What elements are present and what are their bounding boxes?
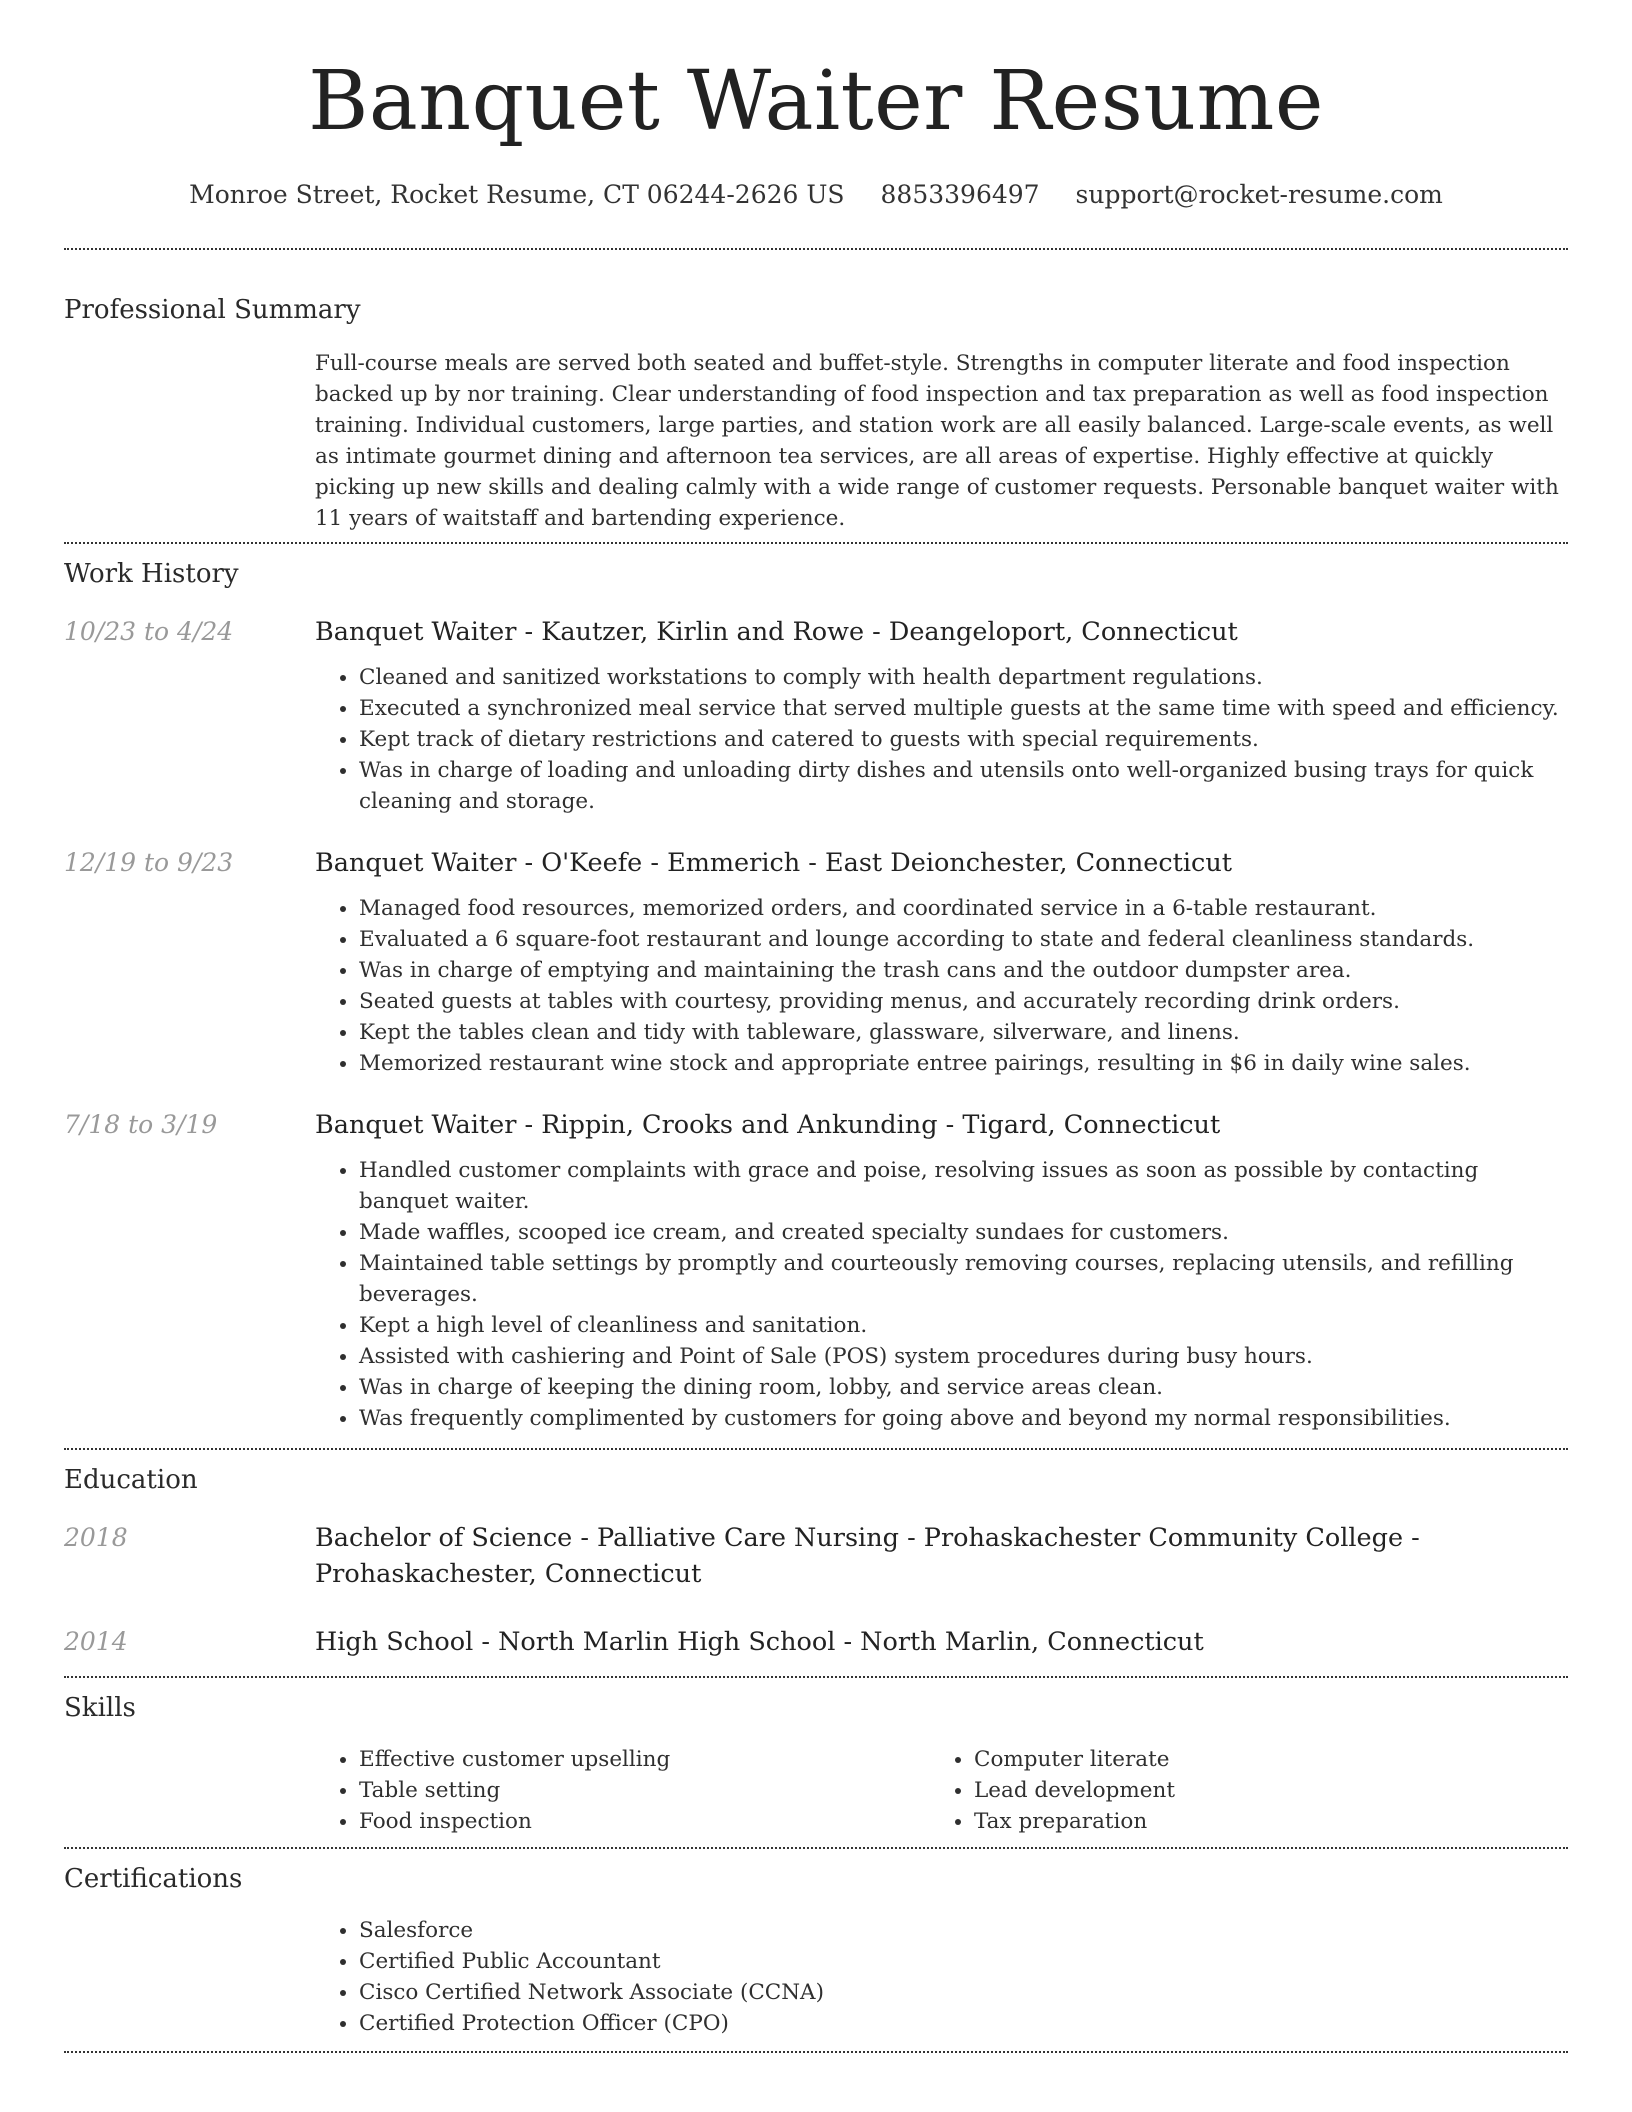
job-title: Banquet Waiter - Rippin, Crooks and Ankunding - Tigard, Connecticut (315, 1110, 1221, 1140)
section-divider (64, 542, 1568, 544)
job-bullet: • Was in charge of emptying and maintaining the trash cans and the outdoor dumpster area. (359, 955, 1568, 986)
contact-phone: 8853396497 (880, 180, 1040, 209)
certifications-list (315, 1915, 1568, 2051)
skill-item: • Table setting (359, 1775, 930, 1806)
contact-address: Monroe Street, Rocket Resume, CT 06244-2626 US (189, 180, 845, 209)
job-bullet: • Was in charge of loading and unloading dirty dishes and utensils onto well-organized busing trays for quick cleaning and storage. (359, 755, 1568, 817)
skill-item: • Computer literate (974, 1744, 1545, 1775)
job-details (315, 845, 1568, 1079)
section-divider (64, 1847, 1568, 1849)
certification-item: • Certified Protection Officer (CPO) (359, 2008, 1568, 2039)
resume-title: Banquet Waiter Resume (308, 54, 1324, 149)
education-title: Bachelor of Science - Palliative Care Nursing - Prohaskachester Community College - Prohaskachester, Connecticut (315, 1523, 1420, 1589)
job-bullet: • Seated guests at tables with courtesy, providing menus, and accurately recording drink orders. (359, 986, 1568, 1017)
skills-list (315, 1744, 1568, 1847)
job-bullet: • Maintained table settings by promptly and courteously removing courses, replacing utensils, and refilling beverages. (359, 1248, 1568, 1310)
summary-text: Full-course meals are served both seated and buffet-style. Strengths in computer literate and food inspection backed up by nor training. Clear understanding of food inspection and tax preparation as well as food inspection training. Individual customers, large parties, and station work are all easily balanced. Large-scale events, as well as intimate gourmet dining and afternoon tea services, are all areas of expertise. Highly effective at quickly picking up new skills and dealing calmly with a wide range of customer requests. Personable banquet waiter with 11 years of waitstaff and bartending experience. (315, 351, 1559, 531)
job-bullet: • Executed a synchronized meal service that served multiple guests at the same time with speed and efficiency. (359, 693, 1568, 724)
job-entry (64, 845, 1568, 1079)
job-bullet: • Was in charge of keeping the dining room, lobby, and service areas clean. (359, 1372, 1568, 1403)
skills-column-right (930, 1744, 1545, 1837)
work-history-heading: Work History (64, 559, 239, 589)
job-bullets (315, 662, 1568, 817)
job-bullets (315, 1155, 1568, 1434)
job-details (315, 1107, 1568, 1434)
education-title: High School - North Marlin High School - North Marlin, Connecticut (315, 1627, 1204, 1657)
certification-item: • Cisco Certified Network Associate (CCNA) (359, 1977, 1568, 2008)
section-divider (64, 1448, 1568, 1450)
section-divider (64, 2051, 1568, 2053)
education-year: 2014 (64, 1627, 128, 1656)
education-heading: Education (64, 1465, 198, 1495)
job-dates: 7/18 to 3/19 (64, 1110, 218, 1139)
job-dates: 12/19 to 9/23 (64, 848, 234, 877)
job-title: Banquet Waiter - O'Keefe - Emmerich - East Deionchester, Connecticut (315, 848, 1233, 878)
job-bullet: • Cleaned and sanitized workstations to comply with health department regulations. (359, 662, 1568, 693)
job-bullet: • Kept a high level of cleanliness and sanitation. (359, 1310, 1568, 1341)
job-bullet: • Memorized restaurant wine stock and appropriate entree pairings, resulting in $6 in daily wine sales. (359, 1048, 1568, 1079)
job-bullet: • Evaluated a 6 square-foot restaurant and lounge according to state and federal cleanliness standards. (359, 924, 1568, 955)
skill-item: • Effective customer upselling (359, 1744, 930, 1775)
education-entry (64, 1624, 1568, 1660)
certification-item: • Salesforce (359, 1915, 1568, 1946)
job-details (315, 614, 1568, 817)
job-bullet: • Handled customer complaints with grace and poise, resolving issues as soon as possible by contacting banquet waiter. (359, 1155, 1568, 1217)
job-title: Banquet Waiter - Kautzer, Kirlin and Rowe - Deangeloport, Connecticut (315, 617, 1238, 647)
job-entry (64, 614, 1568, 817)
education-year: 2018 (64, 1523, 128, 1552)
job-bullet: • Made waffles, scooped ice cream, and created specialty sundaes for customers. (359, 1217, 1568, 1248)
skill-item: • Lead development (974, 1775, 1545, 1806)
job-bullet: • Assisted with cashiering and Point of Sale (POS) system procedures during busy hours. (359, 1341, 1568, 1372)
contact-email: support@rocket-resume.com (1075, 180, 1443, 209)
section-divider (64, 248, 1568, 250)
summary-heading: Professional Summary (64, 295, 361, 325)
certifications-heading: Certifications (64, 1864, 243, 1894)
education-entry (64, 1520, 1568, 1592)
skills-heading: Skills (64, 1693, 136, 1723)
section-divider (64, 1676, 1568, 1678)
job-bullet: • Kept the tables clean and tidy with tableware, glassware, silverware, and linens. (359, 1017, 1568, 1048)
job-dates: 10/23 to 4/24 (64, 617, 234, 646)
job-bullet: • Was frequently complimented by customers for going above and beyond my normal responsibilities. (359, 1403, 1568, 1434)
job-entry (64, 1107, 1568, 1434)
skill-item: • Food inspection (359, 1806, 930, 1837)
job-bullet: • Kept track of dietary restrictions and catered to guests with special requirements. (359, 724, 1568, 755)
certification-item: • Certified Public Accountant (359, 1946, 1568, 1977)
job-bullets (315, 893, 1568, 1079)
skill-item: • Tax preparation (974, 1806, 1545, 1837)
skills-column-left (315, 1744, 930, 1837)
job-bullet: • Managed food resources, memorized orders, and coordinated service in a 6-table restaurant. (359, 893, 1568, 924)
contact-line (64, 178, 1568, 212)
